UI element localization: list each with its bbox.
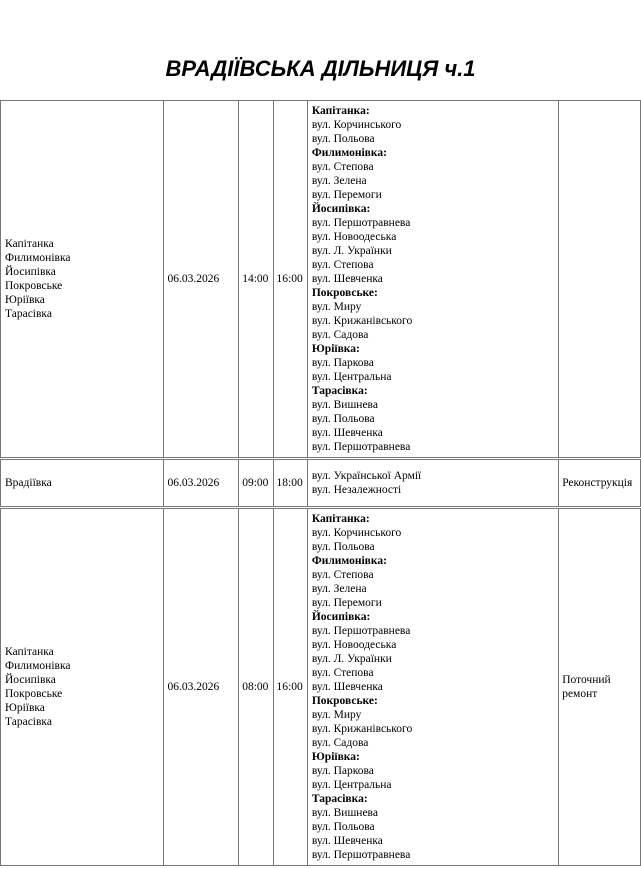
street-name: вул. Новоодеська	[311, 231, 397, 243]
street-name: вул. Корчинського	[311, 119, 402, 131]
street-name: вул. Степова	[311, 259, 374, 271]
street-name: вул. Степова	[311, 161, 374, 173]
start-time-cell: 09:00	[239, 459, 273, 508]
street-name: вул. Центральна	[311, 779, 392, 791]
street-name: вул. Незалежності	[311, 484, 402, 496]
street-name: вул. Шевченка	[311, 835, 383, 847]
outage-schedule-table	[0, 100, 641, 866]
date-cell: 06.03.2026	[163, 101, 239, 459]
table-row	[1, 459, 641, 508]
street-name: вул. Вишнева	[311, 399, 378, 411]
work-type-text: ремонт	[562, 688, 598, 700]
street-name: вул. Новоодеська	[311, 639, 397, 651]
street-name: вул. Крижанівського	[311, 315, 413, 327]
table-row	[1, 508, 641, 866]
streets-cell	[307, 101, 558, 459]
street-name: вул. Степова	[311, 667, 374, 679]
work-type-cell	[559, 459, 641, 508]
location-name: Йосипівка	[5, 266, 56, 278]
street-name: вул. Першотравнева	[311, 625, 411, 637]
page-title: ВРАДІЇВСЬКА ДІЛЬНИЦЯ ч.1	[165, 56, 476, 81]
location-name: Тарасівка	[5, 308, 52, 320]
street-name: вул. Паркова	[311, 357, 374, 369]
village-heading: Йосипівка:	[311, 203, 371, 215]
street-name: вул. Польова	[311, 541, 375, 553]
work-type-cell	[559, 508, 641, 866]
location-name: Тарасівка	[5, 716, 52, 728]
locations-cell	[1, 508, 164, 866]
location-name: Филимонівка	[5, 660, 71, 672]
street-name: вул. Л. Українки	[311, 245, 392, 257]
street-name: вул. Першотравнева	[311, 441, 411, 453]
street-name: вул. Степова	[311, 569, 374, 581]
location-name: Юріївка	[5, 702, 45, 714]
street-name: вул. Шевченка	[311, 273, 383, 285]
village-heading: Капітанка:	[311, 513, 370, 525]
start-time-cell: 08:00	[239, 508, 273, 866]
street-name: вул. Садова	[311, 329, 369, 341]
end-time-cell: 16:00	[273, 101, 307, 459]
work-type-cell	[559, 101, 641, 459]
street-name: вул. Крижанівського	[311, 723, 413, 735]
street-name: вул. Паркова	[311, 765, 374, 777]
street-name: вул. Української Армії	[311, 470, 422, 482]
street-name: вул. Зелена	[311, 175, 367, 187]
end-time-cell: 16:00	[273, 508, 307, 866]
village-heading: Филимонівка:	[311, 147, 387, 159]
location-name: Йосипівка	[5, 674, 56, 686]
street-name: вул. Вишнева	[311, 807, 378, 819]
street-name: вул. Миру	[311, 709, 362, 721]
location-name: Покровське	[5, 688, 63, 700]
streets-cell	[307, 508, 558, 866]
street-name: вул. Корчинського	[311, 527, 402, 539]
location-name: Юріївка	[5, 294, 45, 306]
location-name: Врадіївка	[5, 477, 52, 489]
village-heading: Тарасівка:	[311, 385, 368, 397]
street-name: вул. Шевченка	[311, 427, 383, 439]
street-name: вул. Центральна	[311, 371, 392, 383]
village-heading: Покровське:	[311, 695, 378, 707]
date-cell: 06.03.2026	[163, 459, 239, 508]
street-name: вул. Л. Українки	[311, 653, 392, 665]
village-heading: Капітанка:	[311, 105, 370, 117]
street-name: вул. Садова	[311, 737, 369, 749]
location-name: Покровське	[5, 280, 63, 292]
village-heading: Йосипівка:	[311, 611, 371, 623]
street-name: вул. Першотравнева	[311, 217, 411, 229]
street-name: вул. Перемоги	[311, 189, 382, 201]
end-time-cell: 18:00	[273, 459, 307, 508]
work-type-text: Реконструкція	[562, 477, 633, 489]
street-name: вул. Польова	[311, 133, 375, 145]
street-name: вул. Польова	[311, 413, 375, 425]
village-heading: Юріївка:	[311, 751, 360, 763]
street-name: вул. Шевченка	[311, 681, 383, 693]
street-name: вул. Перемоги	[311, 597, 382, 609]
streets-cell	[307, 459, 558, 508]
street-name: вул. Миру	[311, 301, 362, 313]
village-heading: Филимонівка:	[311, 555, 387, 567]
work-type-text: Поточний	[562, 674, 611, 686]
table-row	[1, 101, 641, 459]
location-name: Филимонівка	[5, 252, 71, 264]
location-name: Капітанка	[5, 646, 54, 658]
village-heading: Покровське:	[311, 287, 378, 299]
street-name: вул. Зелена	[311, 583, 367, 595]
street-name: вул. Першотравнева	[311, 849, 411, 861]
locations-cell	[1, 459, 164, 508]
village-heading: Юріївка:	[311, 343, 360, 355]
location-name: Капітанка	[5, 238, 54, 250]
start-time-cell: 14:00	[239, 101, 273, 459]
street-name: вул. Польова	[311, 821, 375, 833]
locations-cell	[1, 101, 164, 459]
village-heading: Тарасівка:	[311, 793, 368, 805]
date-cell: 06.03.2026	[163, 508, 239, 866]
